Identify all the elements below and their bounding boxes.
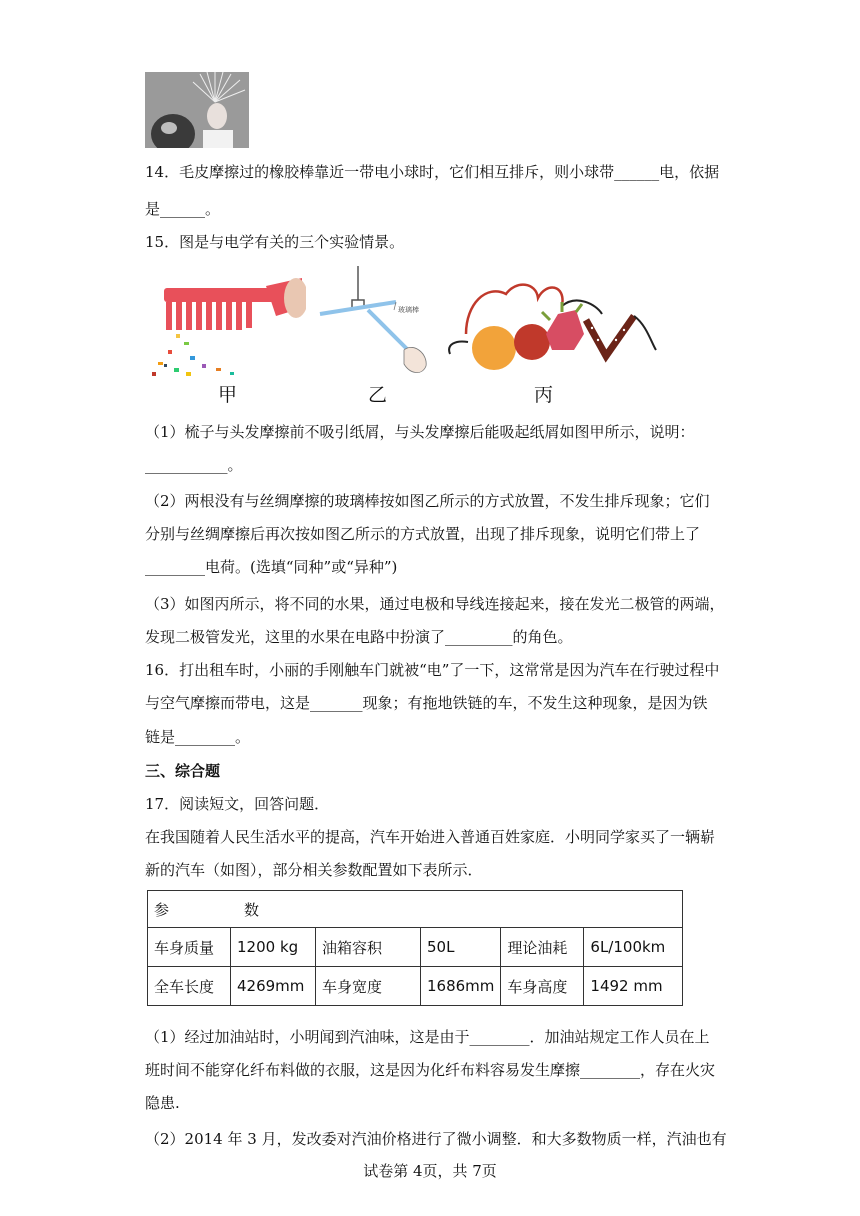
q15-part3-line-1: （3）如图丙所示，将不同的水果，通过电极和导线连接起来，接在发光二极管的两端， — [145, 595, 725, 613]
figure-label-bing: 丙 — [534, 384, 554, 406]
q14-line-1: 14．毛皮摩擦过的橡胶棒靠近一带电小球时，它们相互排斥，则小球带______电，依据 — [145, 163, 720, 181]
q17-paragraph-line-2: 新的汽车（如图），部分相关参数配置如下表所示． — [145, 861, 483, 879]
fruit-battery-figure — [446, 274, 658, 374]
comb-figure — [146, 268, 306, 380]
static-hair-photo — [145, 72, 249, 148]
table-cell: 50L — [421, 928, 501, 967]
q15-part2-line-1: （2）两根没有与丝绸摩擦的玻璃棒按如图乙所示的方式放置，不发生排斥现象；它们 — [145, 492, 710, 510]
table-row — [148, 967, 683, 1006]
q16-line-1: 16．打出租车时，小丽的手刚触车门就被“电”了一下，这常常是因为汽车在行驶过程中 — [145, 661, 720, 679]
figure-label-yi: 乙 — [368, 384, 388, 406]
q15-intro: 15．图是与电学有关的三个实验情景。 — [145, 233, 405, 251]
table-header-cell: 参 数 — [148, 891, 683, 928]
q17-part1-line-3: 隐患. — [145, 1094, 180, 1112]
table-cell: 6L/100km — [584, 928, 683, 967]
q15-part1-line-2: ___________。 — [145, 456, 243, 474]
q17-paragraph-line-1: 在我国随着人民生活水平的提高，汽车开始进入普通百姓家庭．小明同学家买了一辆崭 — [145, 828, 716, 846]
static-hair-illustration — [145, 72, 249, 148]
section-heading: 三、综合题 — [145, 762, 221, 780]
table-cell: 1200 kg — [231, 928, 316, 967]
q16-line-2: 与空气摩擦而带电，这是_______现象；有拖地铁链的车，不发生这种现象，是因为铁 — [145, 694, 708, 712]
table-cell: 车身高度 — [501, 967, 584, 1006]
q14-line-2: 是______。 — [145, 200, 221, 218]
page-footer: 试卷第 4页，共 7页 — [363, 1162, 497, 1180]
table-row — [148, 928, 683, 967]
table-cell: 全车长度 — [148, 967, 231, 1006]
q17-part1-line-2: 班时间不能穿化纤布料做的衣服，这是因为化纤布料容易发生摩擦________，存在火灾 — [145, 1061, 716, 1079]
q15-part2-line-3: ________电荷。(选填“同种”或“异种”) — [145, 558, 398, 576]
q16-line-3: 链是________。 — [145, 728, 251, 746]
table-cell: 1492 mm — [584, 967, 683, 1006]
table-cell: 车身宽度 — [316, 967, 421, 1006]
table-header-row — [148, 891, 683, 928]
q17-part2-line-1: （2）2014 年 3 月，发改委对汽油价格进行了微小调整．和大多数物质一样，汽油也有 — [145, 1130, 727, 1148]
glass-rod-figure — [318, 266, 438, 380]
figure-label-jia: 甲 — [218, 384, 238, 406]
table-cell: 理论油耗 — [501, 928, 584, 967]
q17-intro: 17．阅读短文，回答问题． — [145, 795, 330, 813]
table-cell: 1686mm — [421, 967, 501, 1006]
table-cell: 4269mm — [231, 967, 316, 1006]
q15-part1-line-1: （1）梳子与头发摩擦前不吸引纸屑，与头发摩擦后能吸起纸屑如图甲所示，说明： — [145, 423, 695, 441]
q17-part1-line-1: （1）经过加油站时，小明闻到汽油味，这是由于________．加油站规定工作人员在上 — [145, 1028, 710, 1046]
table-cell: 油箱容积 — [316, 928, 421, 967]
table-cell: 车身质量 — [148, 928, 231, 967]
q15-part3-line-2: 发现二极管发光，这里的水果在电路中扮演了_________的角色。 — [145, 628, 573, 646]
glass-rod-label: 玻璃棒 — [398, 306, 419, 314]
car-parameter-table — [147, 890, 683, 1006]
q15-part2-line-2: 分别与丝绸摩擦后再次按如图乙所示的方式放置，出现了排斥现象，说明它们带上了 — [145, 525, 701, 543]
